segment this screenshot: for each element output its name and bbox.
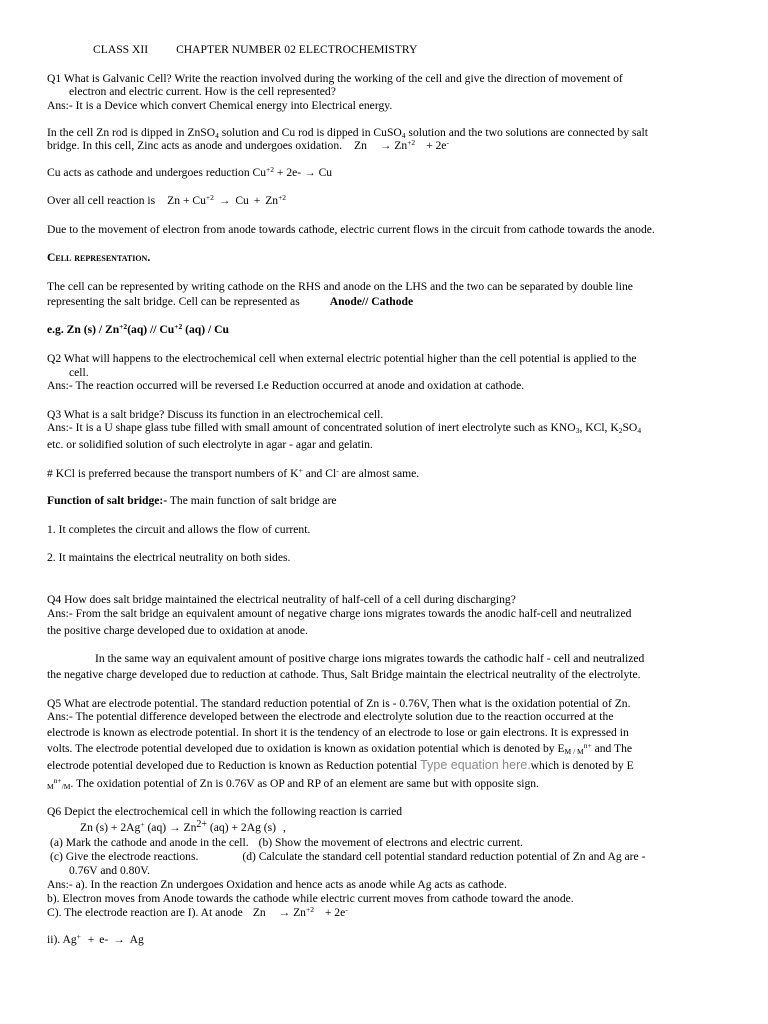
cell-rep-example: e.g. Zn $(s) / Zn^{+2}(aq) // Cu^{+2}$ (aq) / Cu [47,322,229,336]
q6-parts-ab: (a) Mark the cathode and anode in the cell. (b) Show the movement of electrons and electric current. [50,836,523,849]
q5-question: Q5 What are electrode potential. The standard reduction potential of Zn is - 0.76V, Then what is the oxidation potential of Zn. [47,697,631,710]
q6-answer-a: Ans:- a). In the reaction Zn undergoes Oxidation and hence acts as anode while Ag acts as cathode. [47,878,507,891]
q3-note: # KCl is preferred because the transport numbers of K+ and Cl- are almost same. [47,466,420,480]
equation-placeholder[interactable]: Type equation here. [420,758,531,772]
q4-answer-3: In the same way an equivalent amount of positive charge ions migrates towards the cathodic half - cell and neutralized [95,652,645,665]
q4-answer-4: the negative charge developed due to reduction at cathode. Thus, Salt Bridge maintain the electrical neutrality of the electrolyte. [47,668,641,681]
q6-answer-b: b). Electron moves from Anode towards the cathode while electric current moves from cathode toward the anode. [47,892,574,905]
q6-reaction: Zn (s) + 2Ag+ $(aq) \to Zn^{2+}$ (aq) + 2Ag (s) , [80,819,286,834]
q2-question-cont: cell. [69,366,89,379]
q5-answer-4: electrode potential developed due to Reduction is known as Reduction potential Type equation here.which is denoted by E [47,758,634,772]
q1-current-flow: Due to the movement of electron from anode towards cathode, electric current flows in the circuit from cathode towards the anode. [47,223,655,236]
q6-parts-cd: (c) Give the electrode reactions. (d) Calculate the standard cell potential standard reduction potential of Zn and Ag are - [50,850,646,863]
q6-answer-cathode: ii). Ag+ + e- → Ag [47,932,144,946]
q1-question-cont: electron and electric current. How is the cell represented? [69,85,336,98]
q1-para1: In the cell Zn rod is dipped in ZnSO$_4$ solution and Cu rod is dipped in CuSO$_4$ solution and the two solutions are connected by salt [47,126,648,140]
q1-cathode: Cu acts as cathode and undergoes reduction $Cu^{+2} + 2e- \to Cu$ [47,165,333,179]
q5-answer-1: Ans:- The potential difference developed between the electrode and electrolyte solution due to the reaction occurred at the [47,710,614,723]
cell-rep-line2: representing the salt bridge. Cell can be represented as Anode// Cathode [47,295,414,308]
q3-answer: Ans:- It is a U shape glass tube filled with small amount of concentrated solution of inert electrolyte such as $KNO_3$, KCl, $K_2SO_4$ [47,421,642,435]
q1-answer: Ans:- It is a Device which convert Chemical energy into Electrical energy. [47,99,393,112]
cell-rep-line1: The cell can be represented by writing cathode on the RHS and anode on the LHS and the two can be separated by double line [47,280,633,293]
q3-question: Q3 What is a salt bridge? Discuss its function in an electrochemical cell. [47,408,384,421]
function-2: 2. It maintains the electrical neutrality on both sides. [47,551,291,564]
q4-answer-2: the positive charge developed due to oxidation at anode. [47,624,308,637]
class-label: CLASS XII [93,43,149,56]
chapter-title: CHAPTER NUMBER 02 ELECTROCHEMISTRY [176,43,418,56]
header [93,43,728,56]
q5-answer-2: electrode is known as electrode potential. In short it is the tendency of an electrode to lose or gain electrons. It is expressed in [47,726,629,739]
q3-answer-cont: etc. or solidified solution of such electrolyte in agar - agar and gelatin. [47,438,373,451]
q1-question: Q1 What is Galvanic Cell? Write the reaction involved during the working of the cell and give the direction of movement of [47,72,623,85]
q1-para1-cont: bridge. In this cell, Zinc acts as anode and undergoes oxidation. $Zn \to Zn^{+2} + 2e^-$ [47,138,449,152]
q2-question: Q2 What will happens to the electrochemical cell when external electric potential higher than the cell potential is applied to the [47,352,637,365]
q6-question: Q6 Depict the electrochemical cell in which the following reaction is carried [47,805,403,818]
q1-overall: Over all cell reaction is $Zn + Cu^{+2} \to Cu + Zn^{+2}$ [47,193,287,207]
q5-answer-5: $_M^{n+}_{/M}$. The oxidation potential of Zn is 0.76V as OP and RP of an element are same but with opposite sign. [47,776,539,791]
function-1: 1. It completes the circuit and allows the flow of current. [47,523,311,536]
q4-answer-1: Ans:- From the salt bridge an equivalent amount of negative charge ions migrates towards the anodic half-cell and neutralized [47,607,632,620]
q6-part-d-cont: 0.76V and 0.80V. [69,864,151,877]
q5-answer-3: volts. The electrode potential developed due to oxidation is known as oxidation potential which is denoted by $E_{M / M}^{n+}$ and The [47,741,633,756]
cell-rep-heading: Cell representation. [47,251,151,264]
q6-answer-c: C). The electrode reaction are I). At anode $Zn \to Zn^{+2} + 2e^-$ [47,905,348,919]
q2-answer: Ans:- The reaction occurred will be reversed I.e Reduction occurred at anode and oxidation at cathode. [47,379,525,392]
q4-question: Q4 How does salt bridge maintained the electrical neutrality of half-cell of a cell during discharging? [47,593,516,606]
salt-bridge-function: Function of salt bridge:- The main function of salt bridge are [47,494,337,507]
